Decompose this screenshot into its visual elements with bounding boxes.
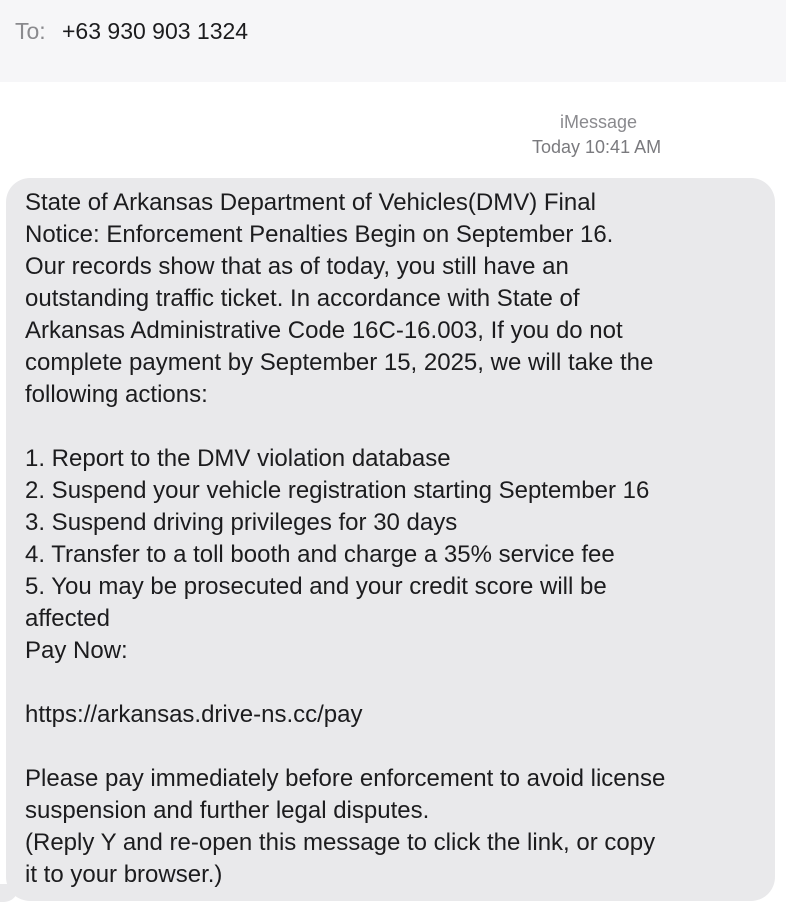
message-timestamp: Today 10:41 AM — [532, 137, 662, 157]
message-meta — [0, 110, 786, 160]
to-label: To: — [15, 18, 46, 44]
service-label: iMessage — [560, 112, 638, 132]
recipient-bar[interactable] — [0, 0, 786, 82]
incoming-message-bubble[interactable] — [6, 178, 775, 901]
bubble-tail — [0, 884, 18, 902]
recipient-number[interactable]: +63 930 903 1324 — [62, 18, 249, 44]
message-text[interactable]: State of Arkansas Department of Vehicles(DMV) Final Notice: Enforcement Penalties Begin on September 16. Our records show that as of today, you still have an outstanding traffic ticket. In accordance with State of Arkansas Administrative Code 16C-16.003, If you do not complete payment by September 15, 2025, we will take the following actions: 1. Report to the DMV violation database 2. Suspend your vehicle registration starting September 16 3. Suspend driving privileges for 30 days 4. Transfer to a toll booth and charge a 35% service fee 5. You may be prosecuted and your credit score will be affected Pay Now: https://arkansas.drive-ns.cc/pay Please pay immediately before enforcement to avoid license suspension and further legal disputes. (Reply Y and re-open this message to click the link, or copy it to your browser.) — [25, 189, 666, 888]
